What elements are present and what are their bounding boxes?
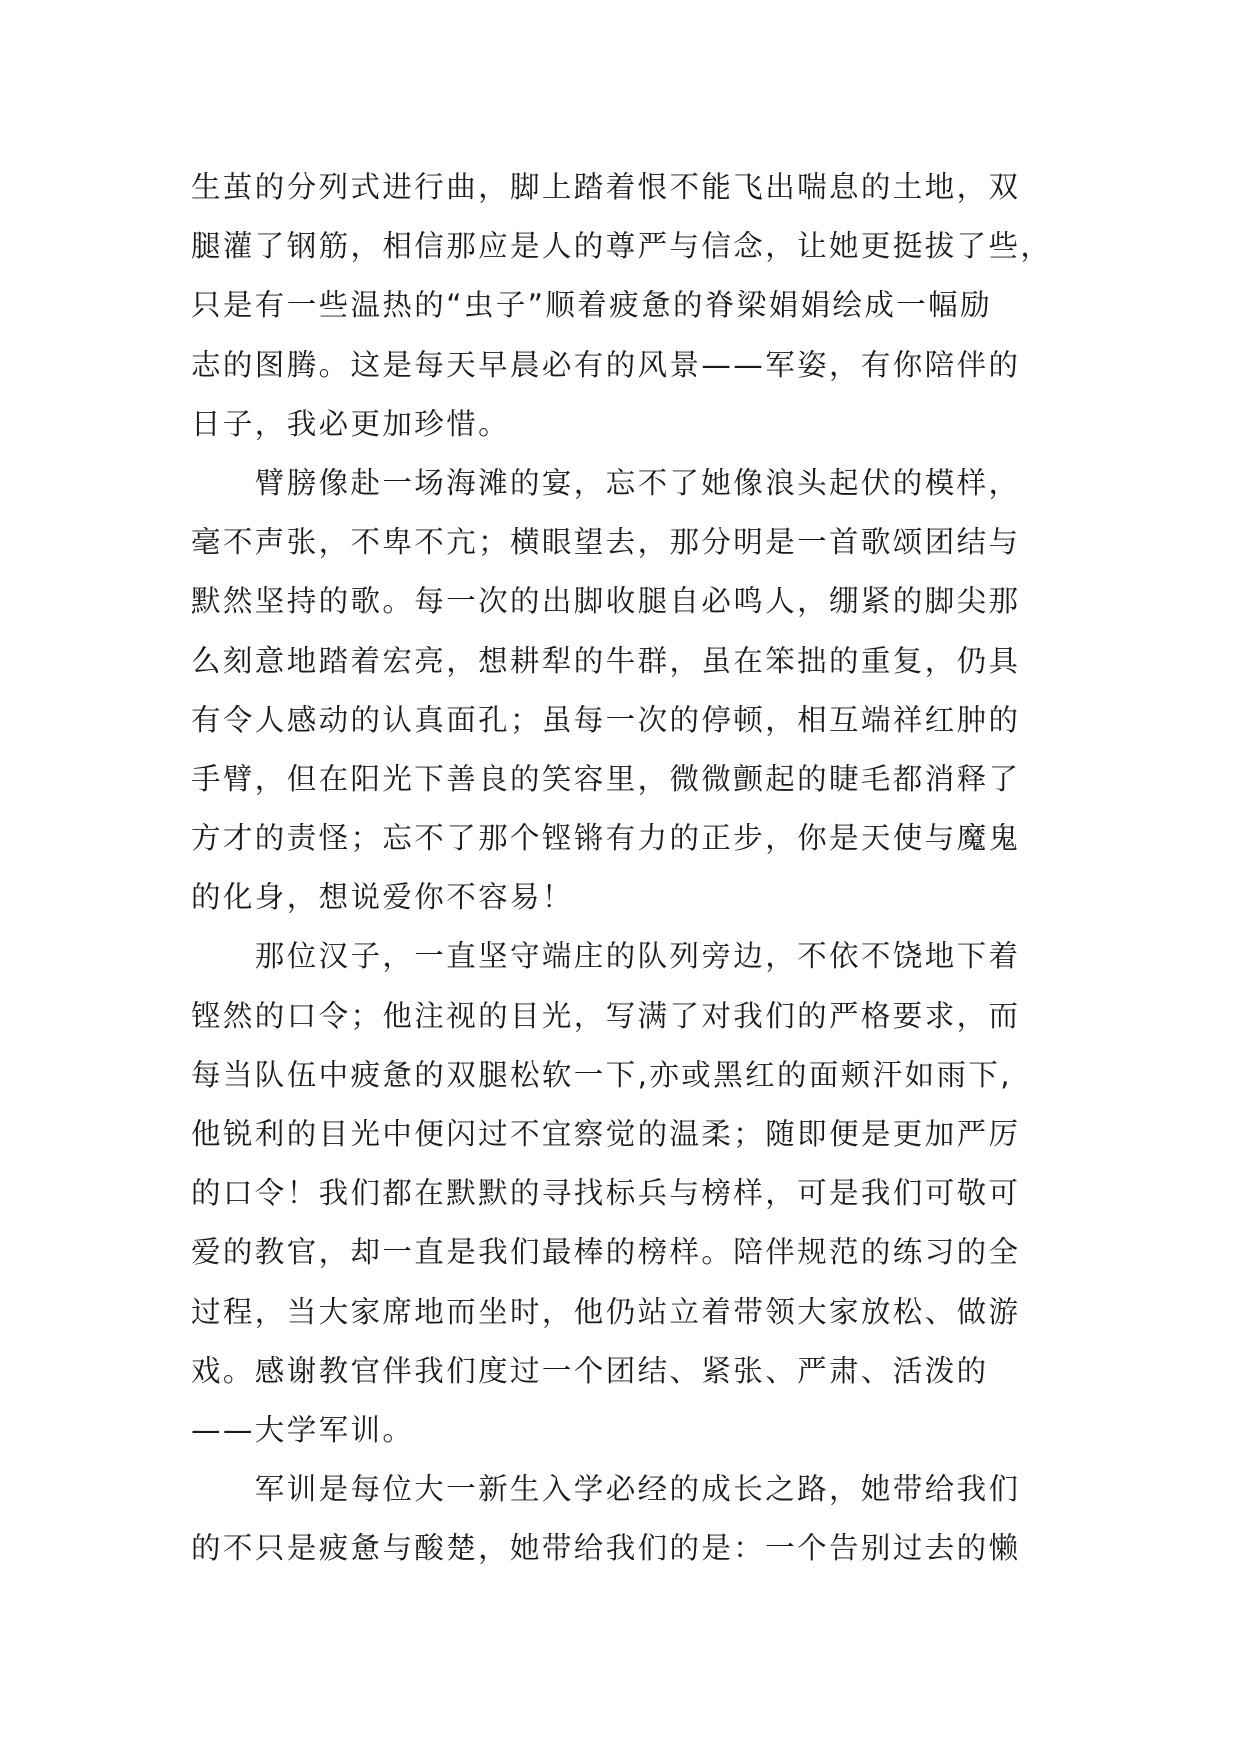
text-line: 志的图腾。这是每天早晨必有的风景——军姿，有你陪伴的 <box>191 347 1021 382</box>
text-line: 生茧的分列式进行曲，脚上踏着恨不能飞出喘息的土地，双 <box>191 170 1021 204</box>
text-line: 戏。感谢教官伴我们度过一个团结、紧张、严肃、活泼的 <box>191 1353 989 1388</box>
text-line: 么刻意地踏着宏亮，想耕犁的牛群，虽在笨拙的重复，仍具 <box>191 643 1021 678</box>
text-line: 的化身，想说爱你不容易！ <box>191 880 574 915</box>
text-line: 腿灌了钢筋，相信那应是人的尊严与信念，让她更挺拔了些， <box>191 229 1053 264</box>
text-line: 的不只是疲惫与酸楚，她带给我们的是：一个告别过去的懒 <box>191 1531 1021 1566</box>
text-line: 爱的教官，却一直是我们最棒的榜样。陪伴规范的练习的全 <box>191 1235 1021 1270</box>
text-line: 手臂，但在阳光下善良的笑容里，微微颤起的睫毛都消释了 <box>191 761 1021 796</box>
text-line: 只是有一些温热的“虫子”顺着疲惫的脊梁娟娟绘成一幅励 <box>191 288 992 323</box>
text-line: 默然坚持的歌。每一次的出脚收腿自必鸣人，绷紧的脚尖那 <box>191 584 1021 619</box>
body-text <box>191 158 1051 1579</box>
text-line: 毫不声张，不卑不亢；横眼望去，那分明是一首歌颂团结与 <box>191 525 1021 560</box>
text-line: 铿然的口令；他注视的目光，写满了对我们的严格要求，而 <box>191 998 1021 1033</box>
text-line: 的口令！我们都在默默的寻找标兵与榜样，可是我们可敬可 <box>191 1176 1021 1211</box>
text-line: ——大学军训。 <box>191 1412 415 1447</box>
text-line: 有令人感动的认真面孔；虽每一次的停顿，相互端祥红肿的 <box>191 702 1021 737</box>
text-line: 方才的责怪；忘不了那个铿锵有力的正步，你是天使与魔鬼 <box>191 821 1021 856</box>
text-line: 臂膀像赴一场海滩的宴，忘不了她像浪头起伏的模样， <box>191 465 1021 500</box>
text-line: 军训是每位大一新生入学必经的成长之路，她带给我们 <box>191 1472 1021 1507</box>
text-line: 每当队伍中疲惫的双腿松软一下,亦或黑红的面颊汗如雨下, <box>191 1057 1013 1092</box>
text-line: 过程，当大家席地而坐时，他仍站立着带领大家放松、做游 <box>191 1294 1021 1329</box>
text-line: 日子，我必更加珍惜。 <box>191 406 511 441</box>
text-line: 他锐利的目光中便闪过不宜察觉的温柔；随即便是更加严厉 <box>191 1117 1021 1151</box>
text-line: 那位汉子，一直坚守端庄的队列旁边，不依不饶地下着 <box>191 939 1021 974</box>
